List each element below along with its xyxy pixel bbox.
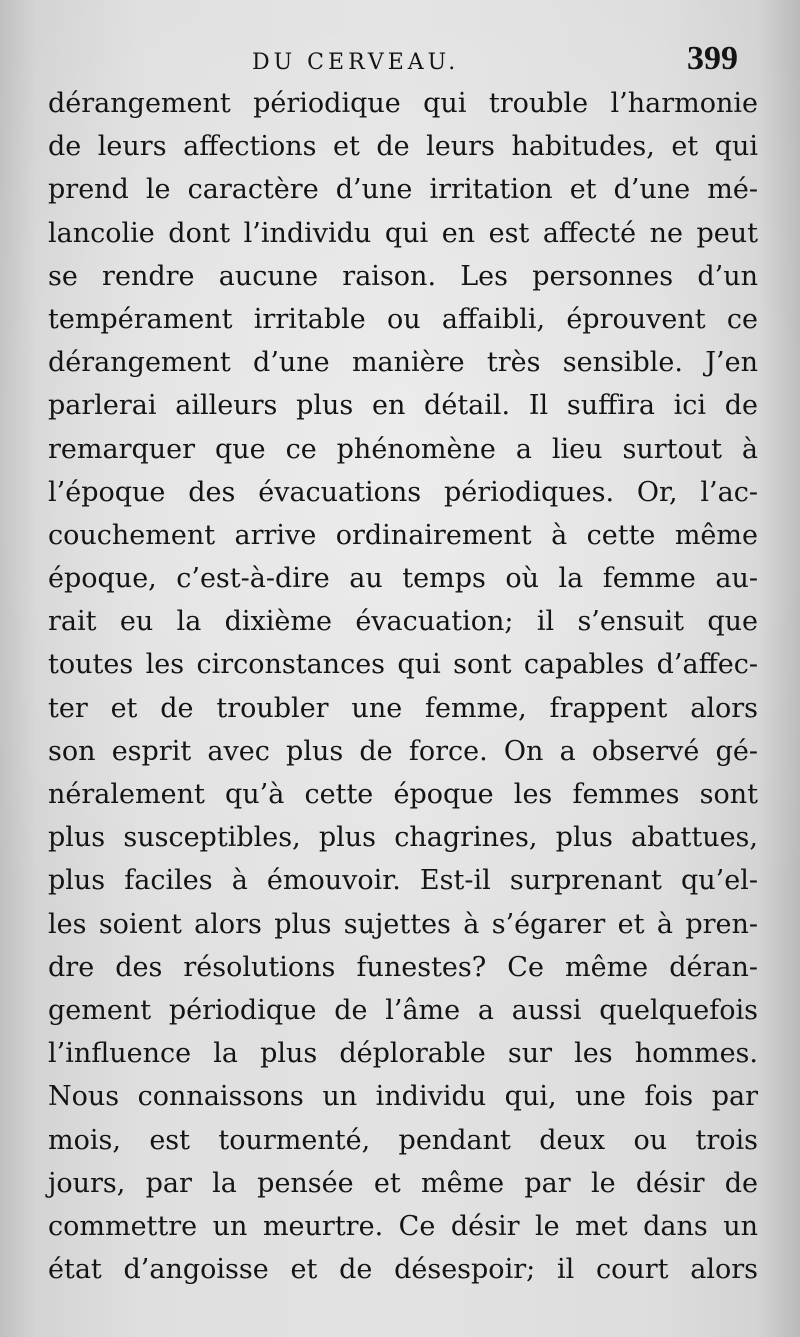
page-right-shadow: [758, 0, 800, 1337]
page-number: 399: [687, 40, 738, 77]
text-line: néralement qu’à cette époque les femmes sont: [48, 779, 758, 810]
text-line: les soient alors plus sujettes à s’égarer et à pren-: [48, 908, 758, 940]
text-line: époque, c’est-à-dire au temps où la femme au-: [48, 563, 758, 595]
text-line: plus susceptibles, plus chagrines, plus abattues,: [48, 822, 758, 854]
text-line: l’influence la plus déplorable sur les hommes.: [48, 1038, 758, 1070]
text-line: gement périodique de l’âme a aussi quelquefois: [48, 994, 758, 1026]
running-head: DU CERVEAU.: [252, 50, 460, 75]
text-line: plus faciles à émouvoir. Est-il surprenant qu’el-: [48, 865, 758, 897]
text-line: mois, est tourmenté, pendant deux ou trois: [48, 1124, 758, 1156]
text-line: lancolie dont l’individu qui en est affecté ne peut: [48, 217, 758, 249]
text-line: l’époque des évacuations périodiques. Or, l’ac-: [48, 476, 758, 508]
text-line: toutes les circonstances qui sont capables d’affec-: [48, 649, 758, 681]
text-line: couchement arrive ordinairement à cette même: [48, 519, 758, 551]
text-line: état d’angoisse et de désespoir; il court alors: [48, 1254, 758, 1286]
text-line: rait eu la dixième évacuation; il s’ensuit que: [48, 606, 758, 638]
text-line: jours, par la pensée et même par le désir de: [48, 1167, 758, 1199]
text-line: parlerai ailleurs plus en détail. Il suffira ici de: [48, 390, 758, 422]
page-left-shadow: [0, 0, 36, 1337]
text-line: de leurs affections et de leurs habitudes, et qui: [48, 131, 758, 163]
text-line: dérangement d’une manière très sensible. J’en: [48, 347, 758, 379]
text-line: remarquer que ce phénomène a lieu surtout à: [48, 433, 758, 465]
text-line: dre des résolutions funestes? Ce même déran-: [48, 951, 758, 983]
text-line: son esprit avec plus de force. On a observé gé-: [48, 735, 758, 767]
text-line: se rendre aucune raison. Les personnes d’un: [48, 260, 758, 292]
text-line: ter et de troubler une femme, frappent alors: [48, 692, 758, 724]
text-line: tempérament irritable ou affaibli, éprouvent ce: [48, 303, 758, 335]
text-line: dérangement périodique qui trouble l’harmonie: [48, 88, 758, 119]
text-line: Nous connaissons un individu qui, une fois par: [48, 1081, 758, 1113]
body-text: [48, 82, 758, 1291]
text-line: prend le caractère d’une irritation et d’une mé-: [48, 174, 758, 206]
text-line: commettre un meurtre. Ce désir le met dans un: [48, 1210, 758, 1242]
